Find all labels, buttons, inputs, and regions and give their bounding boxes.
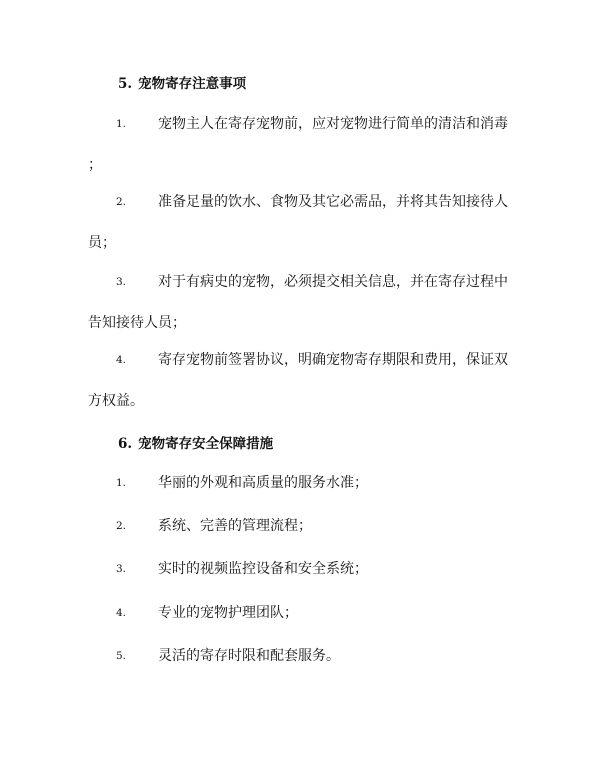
- section-heading: [118, 72, 246, 92]
- item-number: 5.: [116, 650, 127, 662]
- item-text-line: 员；: [88, 235, 116, 251]
- list-item: [88, 636, 513, 677]
- section-heading: [118, 432, 273, 452]
- item-text-line: 实时的视频监控设备和安全系统；: [158, 561, 368, 577]
- list-item: [88, 104, 513, 186]
- item-number: 2.: [116, 196, 127, 208]
- item-number: 3.: [116, 563, 127, 575]
- item-number: 3.: [116, 276, 127, 288]
- list-item: [88, 340, 513, 422]
- list-item: [88, 182, 513, 264]
- item-text-line: 准备足量的饮水、食物及其它必需品，并将其告知接待人: [158, 194, 508, 210]
- item-text-line: 寄存宠物前签署协议，明确宠物寄存期限和费用，保证双: [158, 352, 508, 368]
- list-item: [88, 262, 513, 344]
- item-text-line: 灵活的寄存时限和配套服务。: [158, 648, 340, 664]
- item-number: 2.: [116, 520, 127, 532]
- section-number: 5.: [118, 76, 133, 92]
- item-number: 1.: [116, 477, 127, 489]
- list-item: [88, 549, 513, 590]
- list-item: [88, 463, 513, 504]
- section-title: 宠物寄存安全保障措施: [138, 436, 274, 452]
- item-text-line: 对于有病史的宠物，必须提交相关信息，并在寄存过程中: [158, 274, 508, 290]
- item-number: 4.: [116, 354, 127, 366]
- item-text-line: 告知接待人员；: [88, 315, 186, 331]
- item-text-line: 系统、完善的管理流程；: [158, 518, 312, 534]
- item-number: 4.: [116, 607, 127, 619]
- item-text-line: 宠物主人在寄存宠物前，应对宠物进行简单的清洁和消毒: [158, 116, 508, 132]
- item-text-line: 专业的宠物护理团队；: [158, 605, 298, 621]
- list-item: [88, 506, 513, 547]
- item-text-line: 方权益。: [88, 393, 144, 409]
- item-number: 1.: [116, 118, 127, 130]
- section-title: 宠物寄存注意事项: [138, 76, 247, 92]
- item-text-line: ；: [88, 157, 102, 173]
- list-item: [88, 593, 513, 634]
- section-number: 6.: [118, 436, 133, 452]
- item-text-line: 华丽的外观和高质量的服务水准；: [158, 475, 368, 491]
